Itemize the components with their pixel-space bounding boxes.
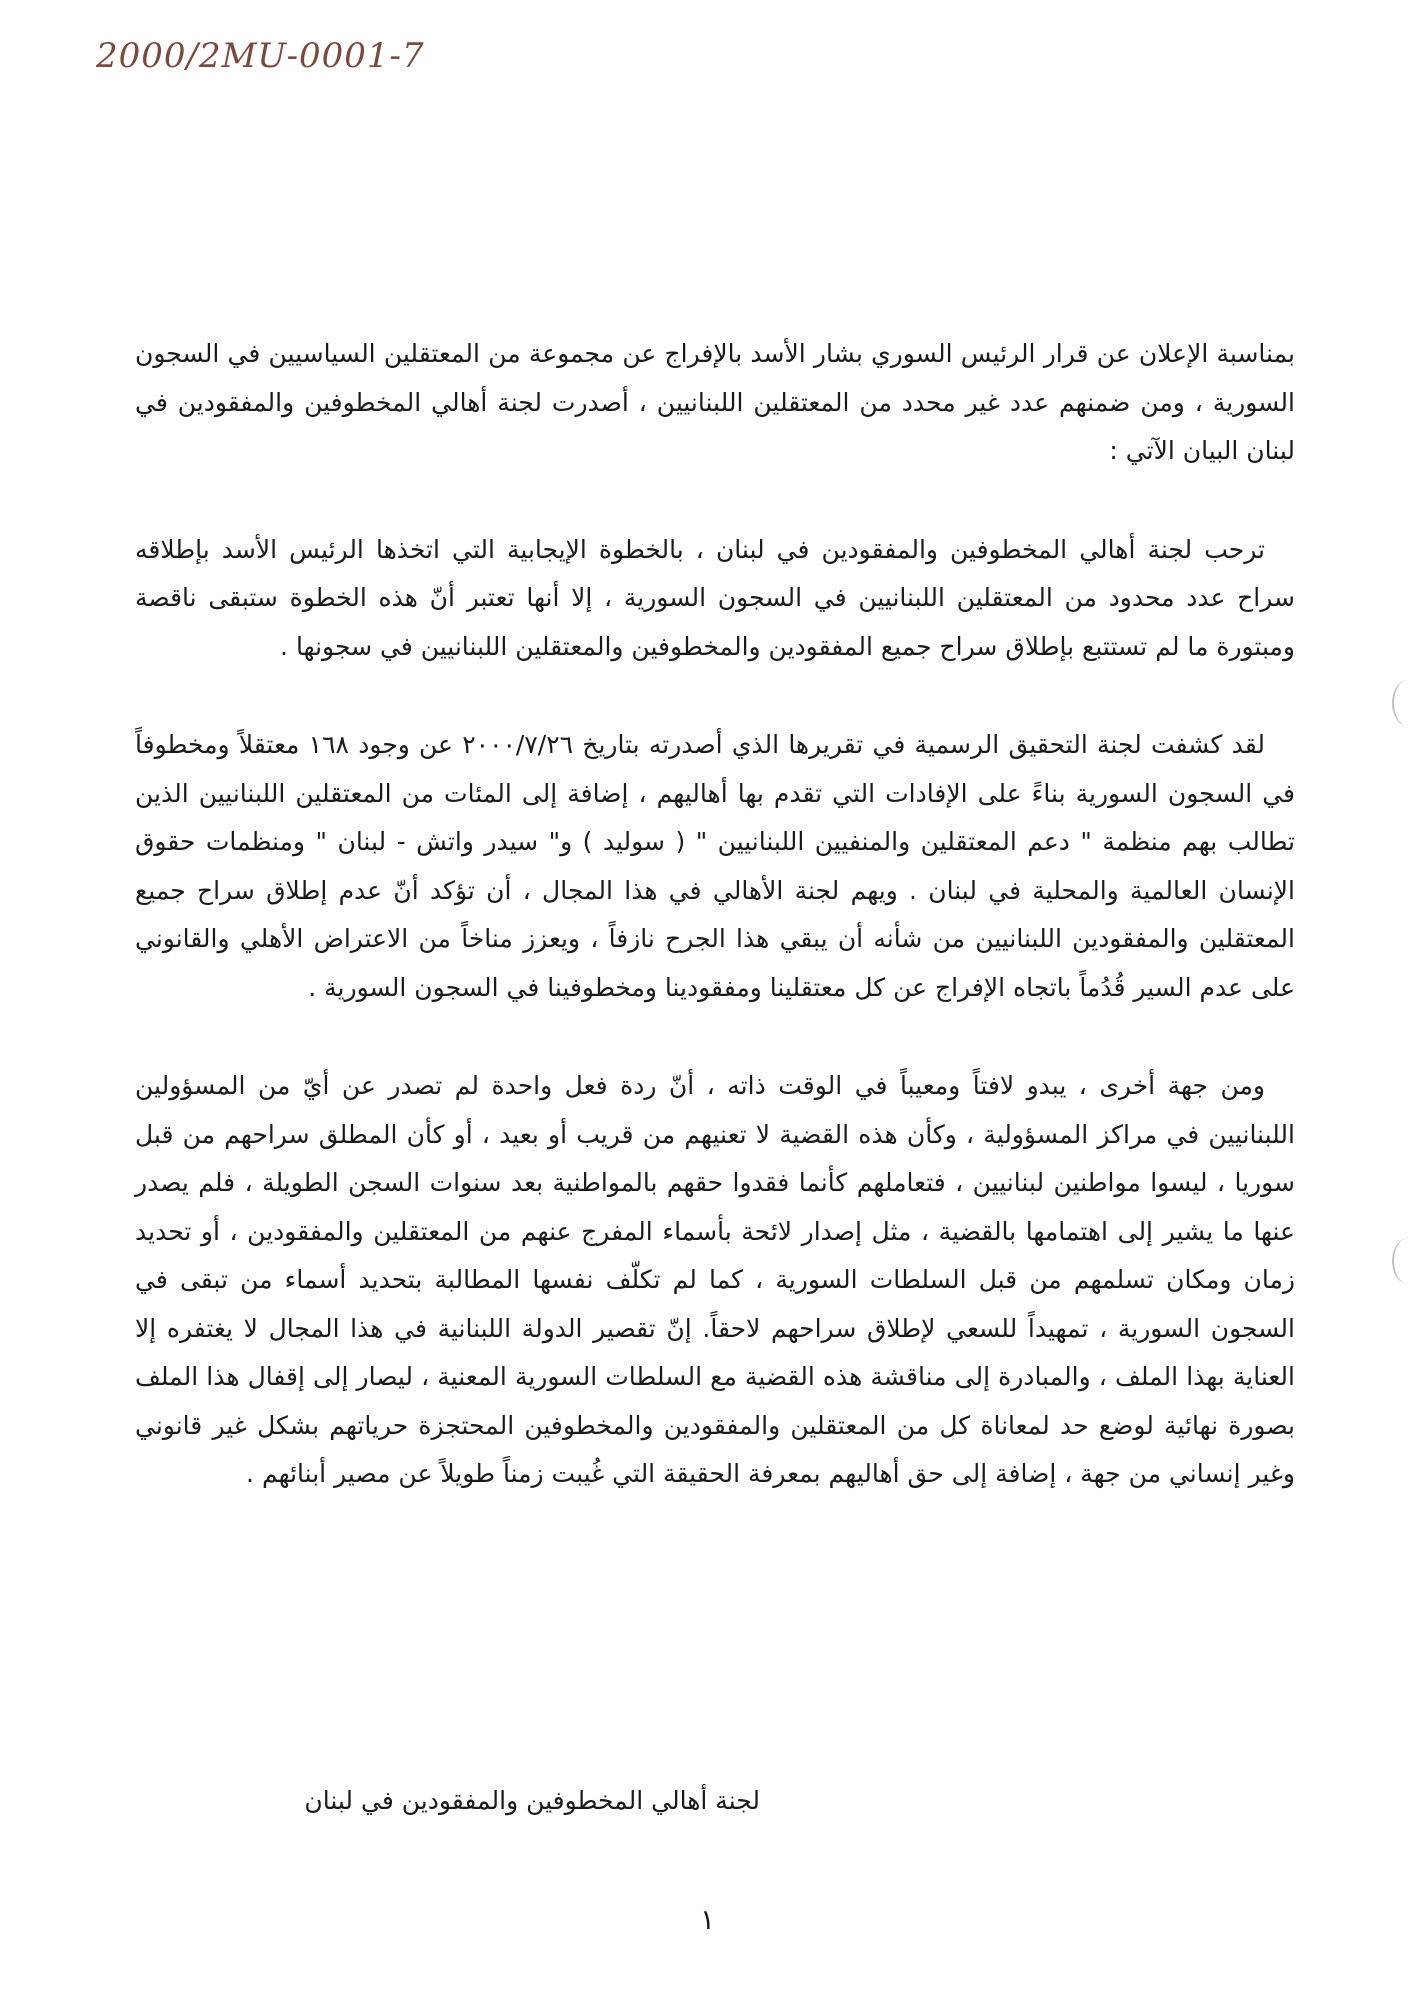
paragraph-criticism: ومن جهة أخرى ، يبدو لافتاً ومعيباً في الوقت ذاته ، أنّ ردة فعل واحدة لم تصدر عن أيّ من المسؤولين اللبنانيين في مراكز المسؤولية ، وكأن هذه القضية لا تعنيهم من قريب أو بعيد ، أو كأن المطلق سراحهم من قبل سوريا ، ليسوا مواطنين لبنانيين ، فتعاملهم كأنما فقدوا حقهم بالمواطنية بعد سنوات السجن الطويلة ، فلم يصدر عنها ما يشير إلى اهتمامها بالقضية ، مثل إصدار لائحة بأسماء المفرج عنهم من المعتقلين والمفقودين ، أو تحديد زمان ومكان تسلمهم من قبل السلطات السورية ، كما لم تكلّف نفسها المطالبة بتحديد أسماء من تبقى في السجون السورية ، تمهيداً للسعي لإطلاق سراحهم لاحقاً. إنّ تقصير الدولة اللبنانية في هذا المجال لا يغتفره إلا العناية بهذا الملف ، والمبادرة إلى مناقشة هذه القضية مع السلطات السورية المعنية ، ليصار إلى إقفال هذا الملف بصورة نهائية لوضع حد لمعاناة كل من المعتقلين والمفقودين والمخطوفين المحتجزة حرياتهم بشكل غير قانوني وغير إنساني من جهة ، إضافة إلى حق أهاليهم بمعرفة الحقيقة التي غُيبت زمناً طويلاً عن مصير أبنائهم .	[135, 1071, 1295, 1488]
signature-line: لجنة أهالي المخطوفين والمفقودين في لبنان	[304, 1786, 760, 1815]
statement-body	[135, 330, 1295, 1499]
punch-hole-mark	[1392, 1238, 1424, 1284]
page-number: ١	[700, 1903, 716, 1936]
handwritten-reference-code: 2000/2MU-0001-7	[96, 36, 425, 76]
punch-hole-mark	[1392, 680, 1424, 726]
paragraph-welcome: ترحب لجنة أهالي المخطوفين والمفقودين في لبنان ، بالخطوة الإيجابية التي اتخذها الرئيس الأسد بإطلاقه سراح عدد محدود من المعتقلين اللبنانيين في السجون السورية ، إلا أنها تعتبر أنّ هذه الخطوة ستبقى ناقصة ومبتورة ما لم تستتبع بإطلاق سراح جميع المفقودين والمخطوفين والمعتقلين اللبنانيين في سجونها .	[135, 534, 1295, 661]
paragraph-investigation: لقد كشفت لجنة التحقيق الرسمية في تقريرها الذي أصدرته بتاريخ ٢٠٠٠/٧/٢٦ عن وجود ١٦٨ معتقلاً ومخطوفاً في السجون السورية بناءً على الإفادات التي تقدم بها أهاليهم ، إضافة إلى المئات من المعتقلين اللبنانيين الذين تطالب بهم منظمة " دعم المعتقلين والمنفيين اللبنانيين " ( سوليد ) و" سيدر واتش - لبنان " ومنظمات حقوق الإنسان العالمية والمحلية في لبنان . ويهم لجنة الأهالي في هذا المجال ، أن تؤكد أنّ عدم إطلاق سراح جميع المعتقلين والمفقودين اللبنانيين من شأنه أن يبقي هذا الجرح نازفاً ، ويعزز مناخاً من الاعتراض الأهلي والقانوني على عدم السير قُدُماً باتجاه الإفراج عن كل معتقلينا ومفقودينا ومخطوفينا في السجون السورية .	[135, 730, 1295, 1002]
intro-paragraph: بمناسبة الإعلان عن قرار الرئيس السوري بشار الأسد بالإفراج عن مجموعة من المعتقلين السياسيين في السجون السورية ، ومن ضمنهم عدد غير محدد من المعتقلين اللبنانيين ، أصدرت لجنة أهالي المخطوفين والمفقودين في لبنان البيان الآتي :	[135, 339, 1295, 465]
